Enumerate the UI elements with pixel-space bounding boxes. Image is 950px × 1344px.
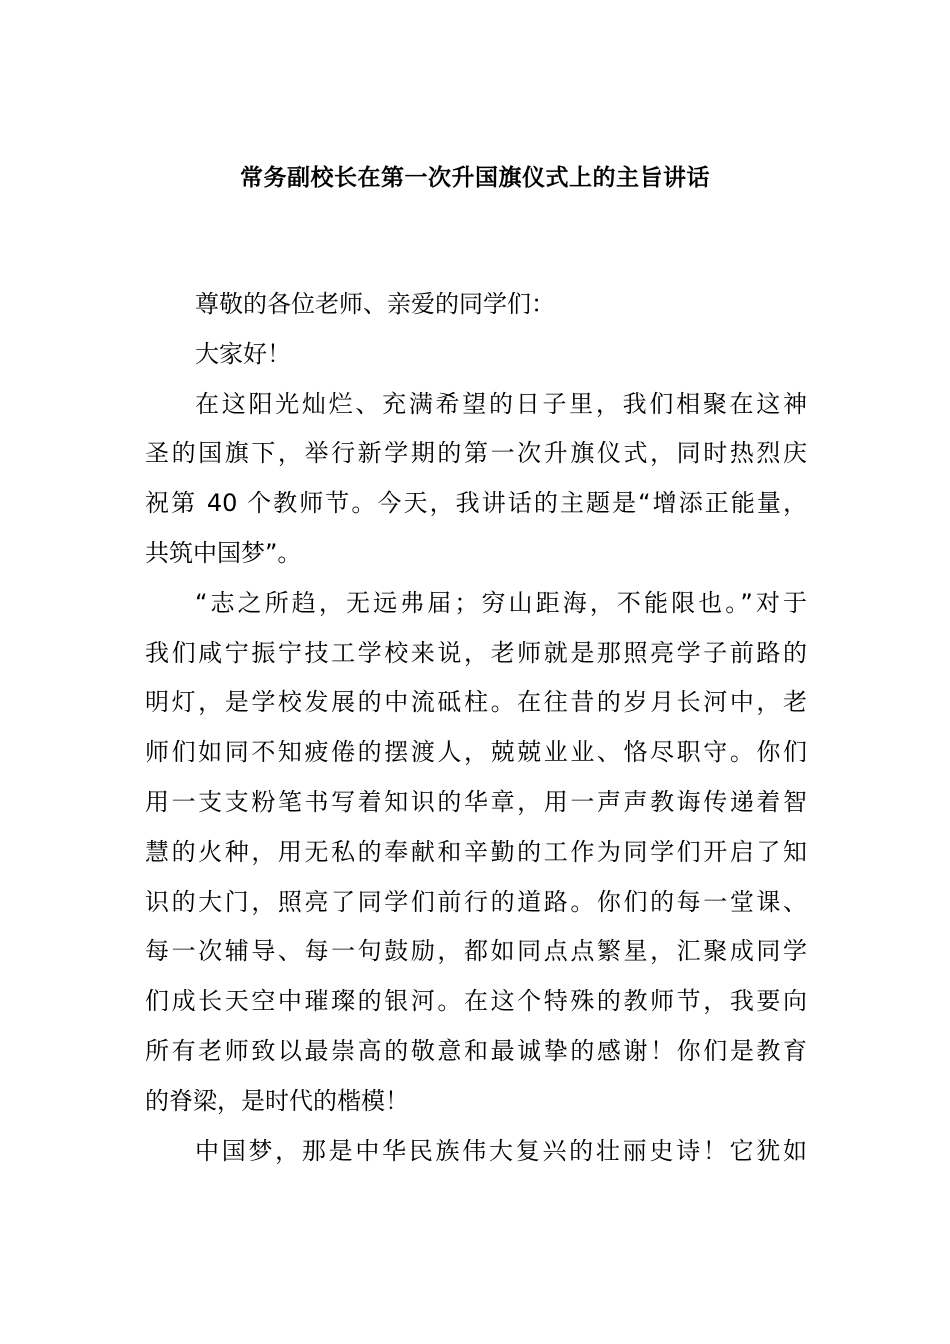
- speech-body: [145, 280, 807, 1176]
- text-line: 的脊梁，是时代的楷模！: [145, 1086, 409, 1115]
- text-line: 用一支支粉笔书写着知识的华章，用一声声教诲传递着智: [145, 787, 807, 816]
- text-line: 师们如同不知疲倦的摆渡人，兢兢业业、恪尽职守。你们: [145, 738, 807, 767]
- paragraph-hello: [145, 330, 807, 380]
- paragraph-opening: [145, 380, 807, 579]
- text-line: “志之所趋，无远弗届；穷山距海，不能限也。”对于: [195, 588, 807, 617]
- text-line: 大家好！: [195, 339, 291, 368]
- text-line: 识的大门，照亮了同学们前行的道路。你们的每一堂课、: [145, 887, 807, 916]
- text-line: 慧的火种，用无私的奉献和辛勤的工作为同学们开启了知: [145, 837, 807, 866]
- text-line: 所有老师致以最崇高的敬意和最诚挚的感谢！你们是教育: [145, 1036, 807, 1065]
- paragraph-china-dream: [145, 1127, 807, 1177]
- text-line: 中国梦，那是中华民族伟大复兴的壮丽史诗！它犹如: [195, 1136, 807, 1165]
- text-line: 我们咸宁振宁技工学校来说，老师就是那照亮学子前路的: [145, 638, 807, 667]
- text-line: 每一次辅导、每一句鼓励，都如同点点繁星，汇聚成同学: [145, 937, 807, 966]
- text-line: 祝第 40 个教师节。今天，我讲话的主题是“增添正能量，: [145, 489, 807, 518]
- paragraph-teachers: [145, 579, 807, 1127]
- text-line: 尊敬的各位老师、亲爱的同学们：: [195, 290, 555, 318]
- text-line: 共筑中国梦”。: [145, 538, 302, 567]
- speech-title: 常务副校长在第一次升国旗仪式上的主旨讲话: [240, 165, 710, 191]
- text-line: 们成长天空中璀璨的银河。在这个特殊的教师节，我要向: [145, 987, 807, 1016]
- text-line: 在这阳光灿烂、充满希望的日子里，我们相聚在这神: [195, 389, 807, 418]
- paragraph-greeting: [145, 280, 807, 330]
- text-line: 明灯，是学校发展的中流砥柱。在往昔的岁月长河中，老: [145, 688, 807, 717]
- text-line: 圣的国旗下，举行新学期的第一次升旗仪式，同时热烈庆: [145, 439, 807, 468]
